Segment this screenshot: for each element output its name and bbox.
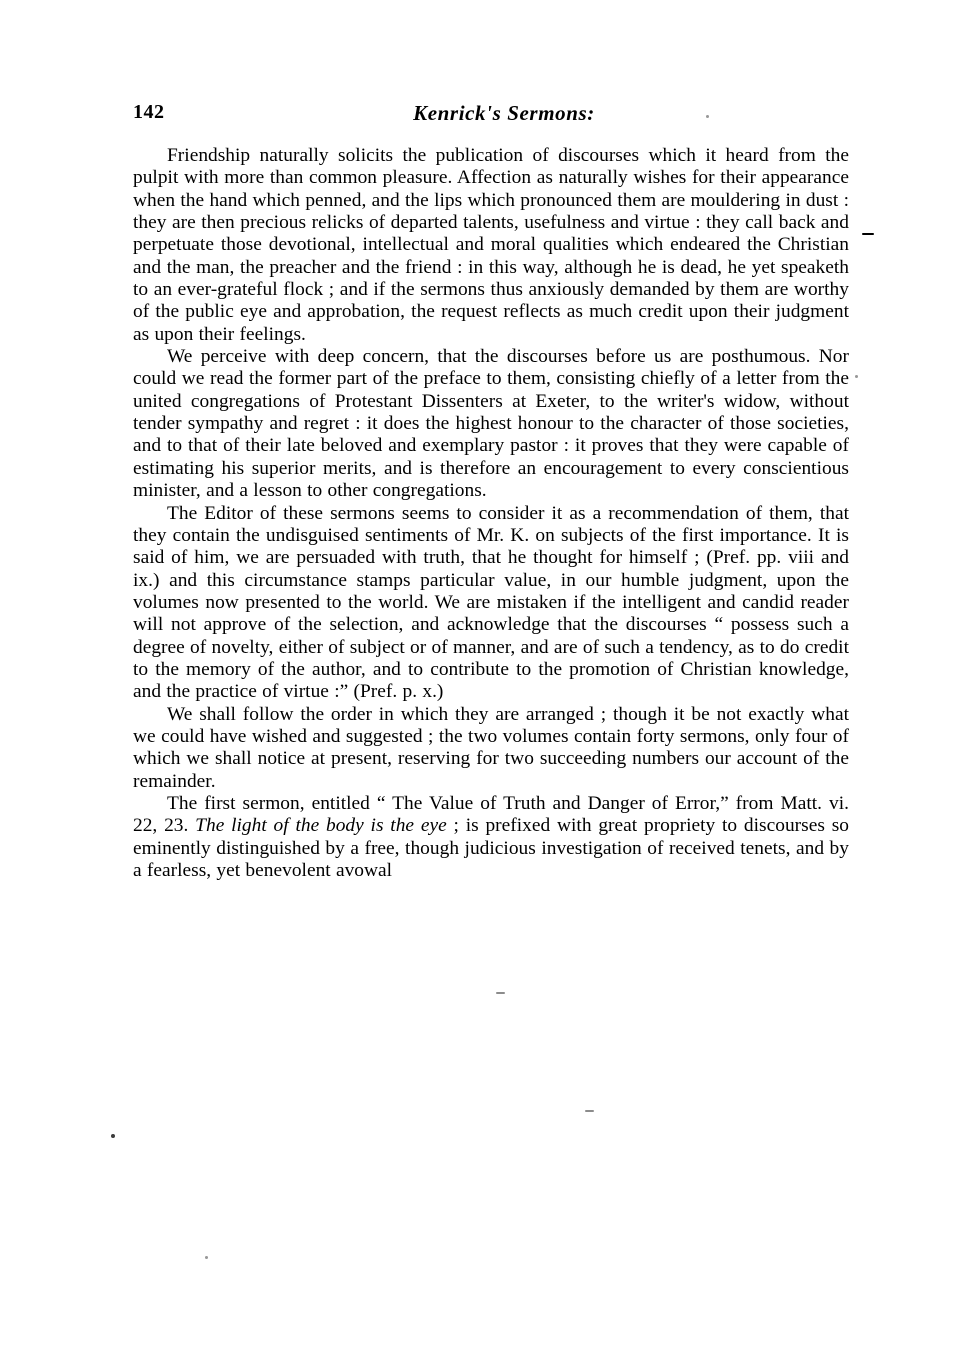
speckle-artifact: [706, 115, 709, 118]
speckle-artifact: [496, 992, 505, 994]
body-text-block: [133, 145, 849, 882]
paragraph-text-run: The first sermon, entitled “ The Value of Truth and Danger of Error,” from Matt. vi. 22, 23.: [133, 792, 849, 837]
page-number: 142: [133, 101, 165, 123]
paragraph-2: We perceive with deep concern, that the discourses before us are posthumous. Nor could we read the former part of the preface to them, consisting chiefly of a letter from the united congregations of Protestant Dissenters at Exeter, to the writer's widow, without tender sympathy and regret : it does the highest honour to the character of those societies, and to that of their late beloved and exemplary pastor : it proves that they were capable of estimating his superior merits, and is therefore an encouragement to every conscientious minister, and a lesson to other congregations.: [133, 346, 849, 502]
paragraph-5: [133, 793, 849, 882]
running-head: [133, 101, 847, 131]
paragraph-3: The Editor of these sermons seems to consider it as a recommendation of them, that they contain the undisguised sentiments of Mr. K. on subjects of the first importance. It is said of him, we are persuaded with truth, that he thought for himself ; (Pref. pp. viii and ix.) and this circumstance stamps particular value, in our humble judgment, upon the volumes now presented to the world. We are mistaken if the intelligent and candid reader will not approve of the selection, and acknowledge that the discourses “ possess such a degree of novelty, either of subject or of manner, and are of such a tendency, as to do credit to the memory of the author, and to contribute to the promotion of Christian knowledge, and the practice of virtue :” (Pref. p. x.): [133, 502, 849, 703]
margin-dash-artifact: [862, 233, 874, 235]
paragraph-1: Friendship naturally solicits the publication of discourses which it heard from the pulpit with more than common pleasure. Affection as naturally wishes for their appearance when the hand which penned, and the lips which pronounced them are mouldering in dust : they are then precious relicks of departed talents, usefulness and virtue : they call back and perpetuate those devotional, intellectual and moral qualities which endeared the Christian and the man, the preacher and the friend : in this way, although he is dead, he yet speaketh to an ever-grateful flock ; and if the sermons thus anxiously demanded by them are worthy of the public eye and approbation, the request reflects as much credit upon their judgment as upon their feelings.: [133, 145, 849, 345]
paragraph-4: We shall follow the order in which they are arranged ; though it be not exactly what we could have wished and suggested ; the two volumes contain forty sermons, only four of which we shall notice at present, reserving for two succeeding numbers our account of the remainder.: [133, 703, 849, 792]
margin-dot-artifact: [111, 1134, 115, 1138]
speckle-artifact: [585, 1110, 594, 1112]
paragraph-text-run: ; is prefixed with great propriety to discourses so eminently distinguished by a free, though judicious investigation of received tenets, and by a fearless, yet benevolent avowal: [133, 815, 849, 881]
scripture-quotation: The light of the body is the eye: [195, 815, 447, 837]
speckle-artifact: [205, 1256, 208, 1259]
running-title: Kenrick's Sermons:: [413, 101, 595, 125]
speckle-artifact: [855, 375, 858, 378]
